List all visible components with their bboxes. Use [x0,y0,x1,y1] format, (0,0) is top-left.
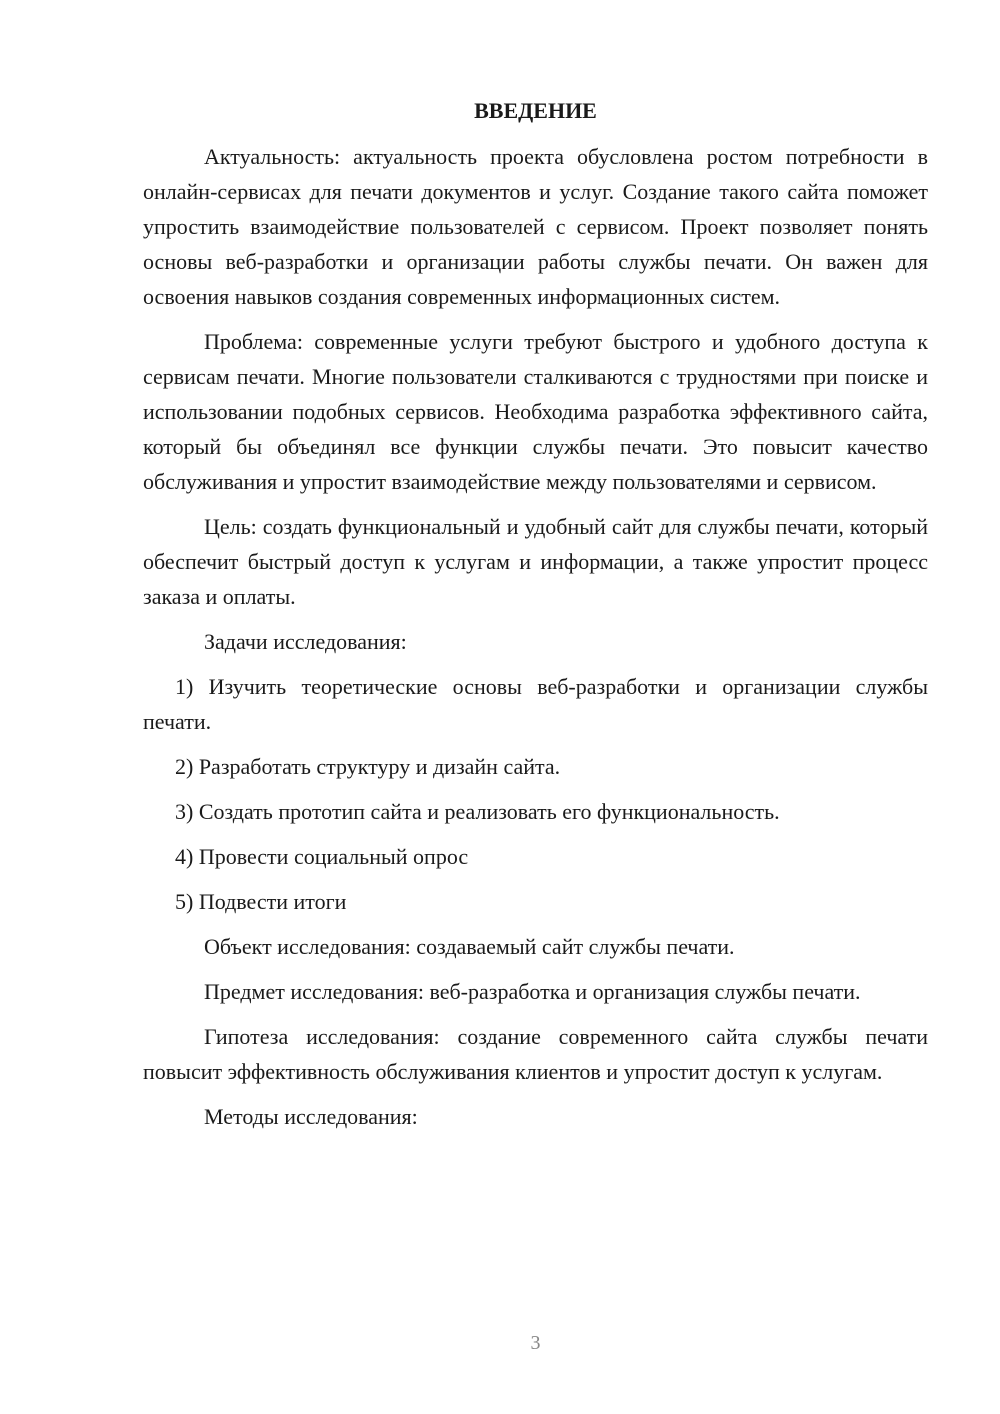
subject-paragraph: Предмет исследования: веб-разработка и организация службы печати. [204,979,861,1004]
object-paragraph: Объект исследования: создаваемый сайт службы печати. [204,934,735,959]
methods-heading: Методы исследования: [204,1104,418,1129]
document-page [143,95,928,1144]
section-title: ВВЕДЕНИЕ [474,98,597,123]
task-item-5: 5) Подвести итоги [175,889,347,914]
task-item-1: 1) Изучить теоретические основы веб-разработки и организации службы печати. [143,674,928,734]
task-item-4: 4) Провести социальный опрос [175,844,469,869]
task-item-3: 3) Создать прототип сайта и реализовать его функциональность. [175,799,780,824]
page-number: 3 [530,1332,541,1354]
hypothesis-paragraph: Гипотеза исследования: создание современного сайта службы печати повысит эффективность обслуживания клиентов и упростит доступ к услугам. [143,1024,928,1084]
goal-paragraph: Цель: создать функциональный и удобный сайт для службы печати, который обеспечит быстрый доступ к услугам и информации, а также упростит процесс заказа и оплаты. [143,514,928,609]
relevance-paragraph: Актуальность: актуальность проекта обусловлена ростом потребности в онлайн-сервисах для печати документов и услуг. Создание такого сайта поможет упростить взаимодействие пользователей с сервисом. Проект позволяет понять основы веб-разработки и организации работы службы печати. Он важен для освоения навыков создания современных информационных систем. [143,144,928,309]
problem-paragraph: Проблема: современные услуги требуют быстрого и удобного доступа к сервисам печати. Многие пользователи сталкиваются с трудностями при поиске и использовании подобных сервисов. Необходима разработка эффективного сайта, который бы объединял все функции службы печати. Это повысит качество обслуживания и упростит взаимодействие между пользователями и сервисом. [143,329,928,494]
task-item-2: 2) Разработать структуру и дизайн сайта. [175,754,561,779]
tasks-heading: Задачи исследования: [204,629,407,654]
